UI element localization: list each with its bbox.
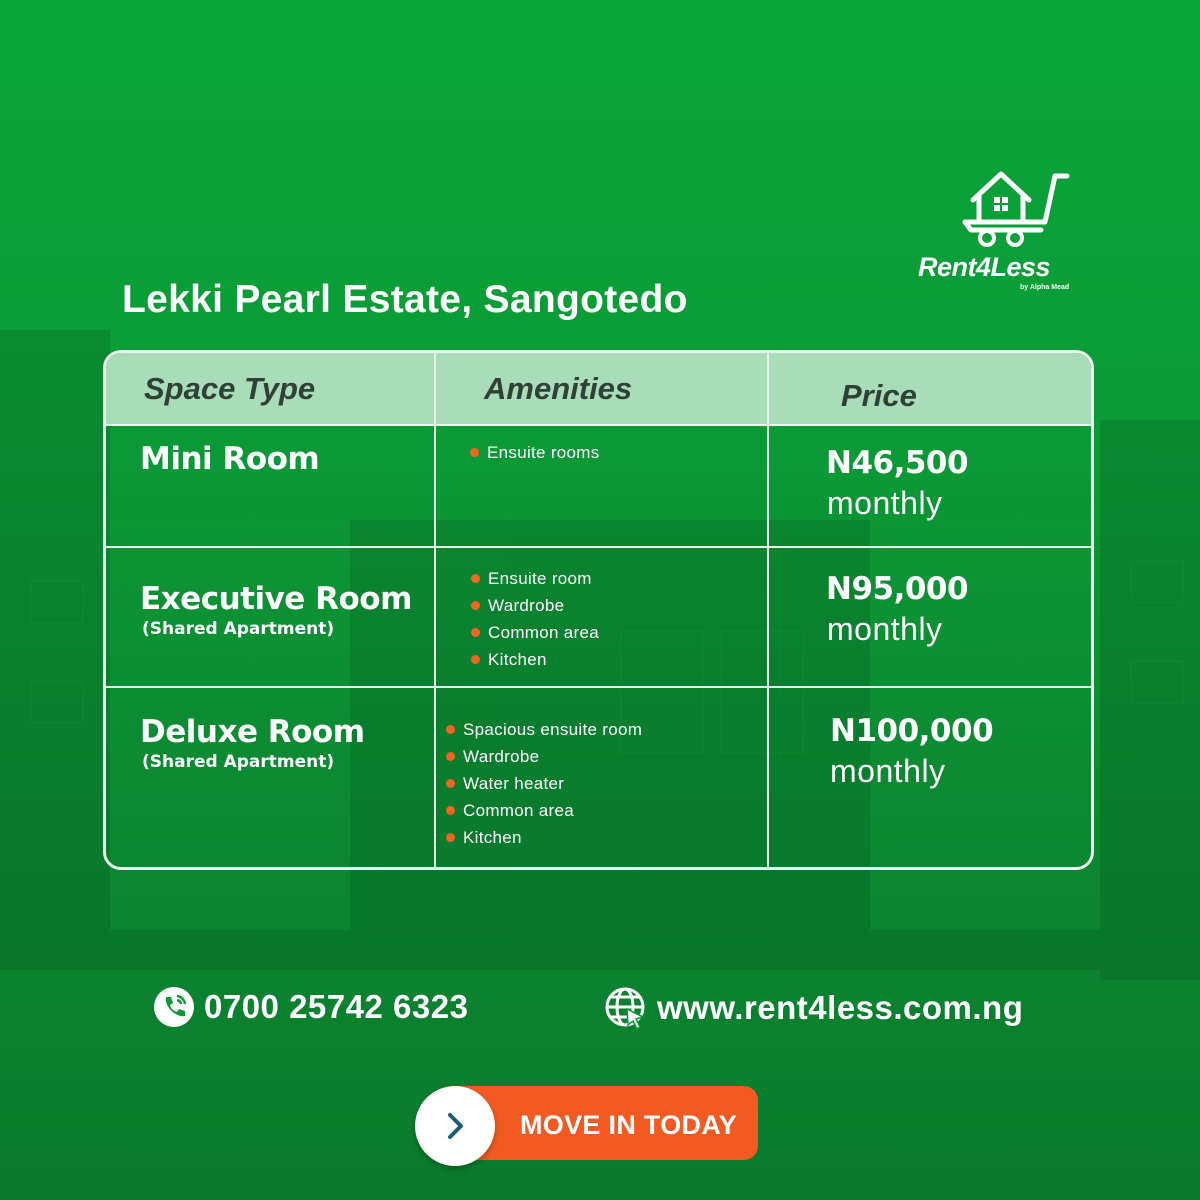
- price-period: monthly: [830, 753, 946, 789]
- amenity-item: Common area: [471, 623, 599, 650]
- website-url: www.rent4less.com.ng: [657, 989, 1024, 1026]
- row-divider: [106, 546, 1091, 548]
- phone-icon: [152, 985, 196, 1029]
- phone-contact[interactable]: [152, 985, 468, 1029]
- phone-number: 0700 25742 6323: [204, 988, 469, 1025]
- column-divider: [767, 353, 769, 867]
- header-space-type: Space Type: [144, 371, 316, 406]
- brand-sub: by Alpha Mead: [1020, 284, 1070, 291]
- space-name: Executive Room: [140, 581, 412, 617]
- move-in-today-button[interactable]: [415, 1086, 760, 1160]
- amenity-item: Water heater: [446, 774, 642, 801]
- space-name: Deluxe Room: [140, 714, 365, 750]
- amenity-item: Ensuite rooms: [470, 443, 600, 470]
- amenities-list: [470, 443, 600, 470]
- cta-arrow-circle[interactable]: [415, 1086, 495, 1166]
- brand-name: Rent4Less: [918, 252, 1051, 282]
- page-title: Lekki Pearl Estate, Sangotedo: [122, 278, 688, 321]
- price-amount: N100,000: [830, 713, 994, 749]
- price-period: monthly: [827, 485, 943, 521]
- chevron-right-icon: [441, 1109, 469, 1143]
- amenities-list: [471, 569, 599, 677]
- space-note: (Shared Apartment): [142, 752, 335, 772]
- amenities-list: [446, 720, 642, 855]
- header-amenities: Amenities: [484, 371, 633, 406]
- amenity-item: Kitchen: [471, 650, 599, 677]
- globe-icon: [603, 985, 649, 1031]
- space-name: Mini Room: [140, 441, 320, 477]
- cta-label: MOVE IN TODAY: [520, 1110, 737, 1140]
- price-amount: N95,000: [826, 571, 969, 607]
- amenity-item: Ensuite room: [471, 569, 599, 596]
- row-divider: [106, 424, 1091, 426]
- row-divider: [106, 686, 1091, 688]
- amenity-item: Wardrobe: [471, 596, 599, 623]
- column-divider: [434, 353, 436, 867]
- amenity-item: Spacious ensuite room: [446, 720, 642, 747]
- header-price: Price: [841, 378, 917, 413]
- amenity-item: Wardrobe: [446, 747, 642, 774]
- price-amount: N46,500: [826, 445, 969, 481]
- price-period: monthly: [827, 611, 943, 647]
- amenity-item: Common area: [446, 801, 642, 828]
- amenity-item: Kitchen: [446, 828, 642, 855]
- pricing-table: [103, 350, 1094, 870]
- space-note: (Shared Apartment): [142, 619, 335, 639]
- website-contact[interactable]: [603, 985, 1023, 1031]
